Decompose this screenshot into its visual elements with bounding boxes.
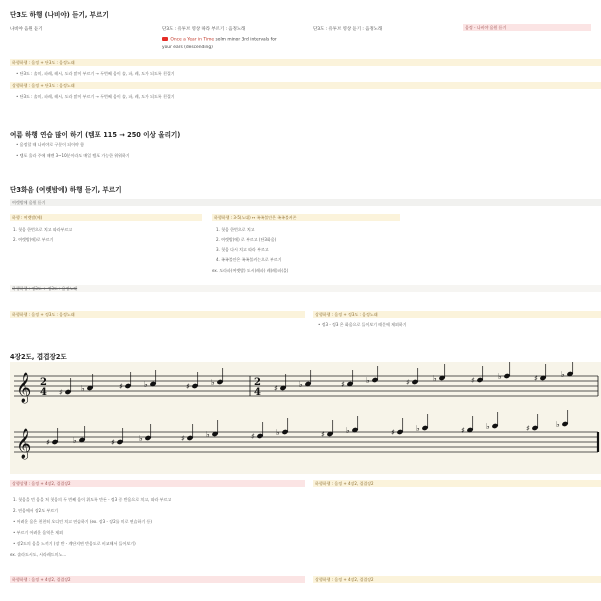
flat-icon: ♭ [416,424,420,433]
sharp-icon: ♯ [461,426,465,435]
youtube-link-subtitle: your ears (descending) [162,45,213,50]
callout-bar-ascending: 상행하행 : 음정 + 단3도 : 음정노래 [10,82,601,89]
callout-perfect-right: 상행하행 : 음정 + 정3도 : 음정노래 [313,311,601,318]
flat-icon: ♭ [211,378,215,387]
example-text: ex. 도라파(여렛밤) 도시(레파) 레(레)파(을) [212,268,289,273]
flat-icon: ♭ [561,370,565,379]
page-title: 단3도 하행 (나비야) 듣기, 부르기 [10,11,109,19]
flat-icon: ♭ [299,380,303,389]
list-item: ex. 솔라도시도, 시라레드미노... [10,552,67,557]
flat-icon: ♭ [144,380,148,389]
sharp-icon: ♯ [534,374,538,383]
list-item: 4. 족족불안은 족족불켜는으로 부르기 [216,257,282,262]
youtube-icon [162,37,168,41]
sharp-icon: ♯ [391,428,395,437]
sharp-icon: ♯ [341,380,345,389]
card-chord-listen[interactable]: 여렛밤에 음원 듣기 [10,199,601,206]
sharp-icon: ♯ [59,388,63,397]
sharp-icon: ♯ [471,376,475,385]
callout-right-chord: 하행하행 : 3-5(노대) ↔ 족족불안은 족족불켜존 [212,214,400,221]
card-interval-listen[interactable]: 음정 - 나비야 음원 듣기 [463,24,591,31]
sharp-icon: ♯ [251,432,255,441]
flat-icon: ♭ [276,428,280,437]
card-youtube-sing[interactable]: 단3도 : 유투브 영상 따라 부르기 : 음정노래 [162,27,246,32]
list-item: 1. 첫음 한번으로 치고 [216,227,255,232]
callout-bottom-left: 하행하행 : 음정 + 4장2, 겹겹장2 [10,576,305,583]
callout-perfect-left: 하행하행 : 음정 + 정3도 : 음정노래 [10,311,305,318]
flat-icon: ♭ [366,376,370,385]
callout-major-second-left: 상행상행 : 음정 + 4장2, 겹겹장2 [10,480,305,487]
flat-icon: ♭ [556,420,560,429]
time-signature: 4 [254,387,261,398]
flat-icon: ♭ [73,436,77,445]
list-item: 2. 여렛밤(에)로 부르기 [13,237,54,242]
list-item: 1. 첫음을 먼 음을 쳐 첫음의 두 번째 음이 위도록 만든 - 정3 중 반음으로 치고, 따라 부르고 [13,497,172,502]
card-youtube-listen[interactable]: 단3도 : 유투브 영상 듣기 : 음정노래 [313,27,383,32]
card-listen-nabiya[interactable]: 나비야 음원 듣기 [10,27,43,32]
music-score-image [10,362,601,474]
sharp-icon: ♯ [111,438,115,447]
callout-bar-descending: 하행하행 : 음정 + 단3도 : 음정노래 [10,59,601,66]
time-signature: 4 [40,387,47,398]
list-item: 2. 연음에서 장2도 부르기 [13,508,58,513]
sharp-icon: ♯ [406,378,410,387]
treble-clef-icon: 𝄞 [16,429,32,459]
list-item: • 장2도의 음을 느끼기 (장 반 - 계단지면 반음도로 비교해서 들어보기) [13,541,136,546]
list-item: • 음정할 때 나비야로 구분이 되어야 함 [16,142,84,147]
flat-icon: ♭ [206,430,210,439]
time-signature: 2 [40,377,47,388]
sharp-icon: ♯ [119,382,123,391]
music-score-svg [10,362,601,474]
callout-major-second-right: 하행하행 : 음정 + 4장2, 겹겹장2 [313,480,601,487]
list-item: • 어려운 음은 천천히 오디언 치고 연습하기 (ex. 장3 - 장2를 미로 연습하기 등) [13,519,152,524]
flat-icon: ♭ [81,384,85,393]
flat-icon: ♭ [486,422,490,431]
sharp-icon: ♯ [274,384,278,393]
list-item: • 단3도 : 솔미, 파레, 레시, 도라 많이 부르기 → 두번째 음이 솔, 파, 레, 도가 되도록 친절기 [16,71,175,76]
section-title-seconds: 4장2도, 겹겹장2도 [10,353,67,361]
list-item: • 부르기 어려운 음역은 제외 [13,530,63,535]
flat-icon: ♭ [346,426,350,435]
flat-icon: ♭ [139,434,143,443]
youtube-link[interactable]: Once a Year in Time solm minor 3rd intervals for [162,37,277,43]
callout-strike: 하행하행 : 정3도 + 정3도 : 음정노래 [10,285,601,292]
sharp-icon: ♯ [526,424,530,433]
callout-left-chord: 하행 : 여렛밤(에) [10,214,202,221]
flat-icon: ♭ [433,374,437,383]
time-signature: 2 [254,377,261,388]
sharp-icon: ♯ [181,434,185,443]
sharp-icon: ♯ [186,382,190,391]
list-item: • 템포 올라 주에 때엔 3~10분이라도 매일 템포 가능한 워워하기 [16,153,130,158]
sharp-icon: ♯ [321,430,325,439]
callout-bottom-right: 상행하행 : 음정 + 4장2, 겹겹장2 [313,576,601,583]
list-item: 2. 여렛밤(에) 로 부르고 (단3화음) [216,237,277,242]
list-item: 3. 첫음 다시 치고 따라 부르고 [216,247,269,252]
sharp-icon: ♯ [46,438,50,447]
list-item: • 정3 - 정3 은 화음으로 들이보기 때문에 제외하기 [318,322,407,327]
section-title-tempo: 여름 하행 연습 많이 하기 (템포 115 → 250 이상 올리기) [10,131,181,139]
list-item: • 단3도 : 솔미, 파레, 레시, 도라 많이 부르기 → 두번째 음이 솔, 파, 레, 도가 되도록 친절기 [16,94,175,99]
list-item: 1. 첫음 한번으로 치고 따라부르고 [13,227,73,232]
treble-clef-icon: 𝄞 [16,373,32,403]
section-title-chord: 단3화음 (여렛밤에) 하행 듣기, 부르기 [10,186,122,194]
flat-icon: ♭ [498,372,502,381]
